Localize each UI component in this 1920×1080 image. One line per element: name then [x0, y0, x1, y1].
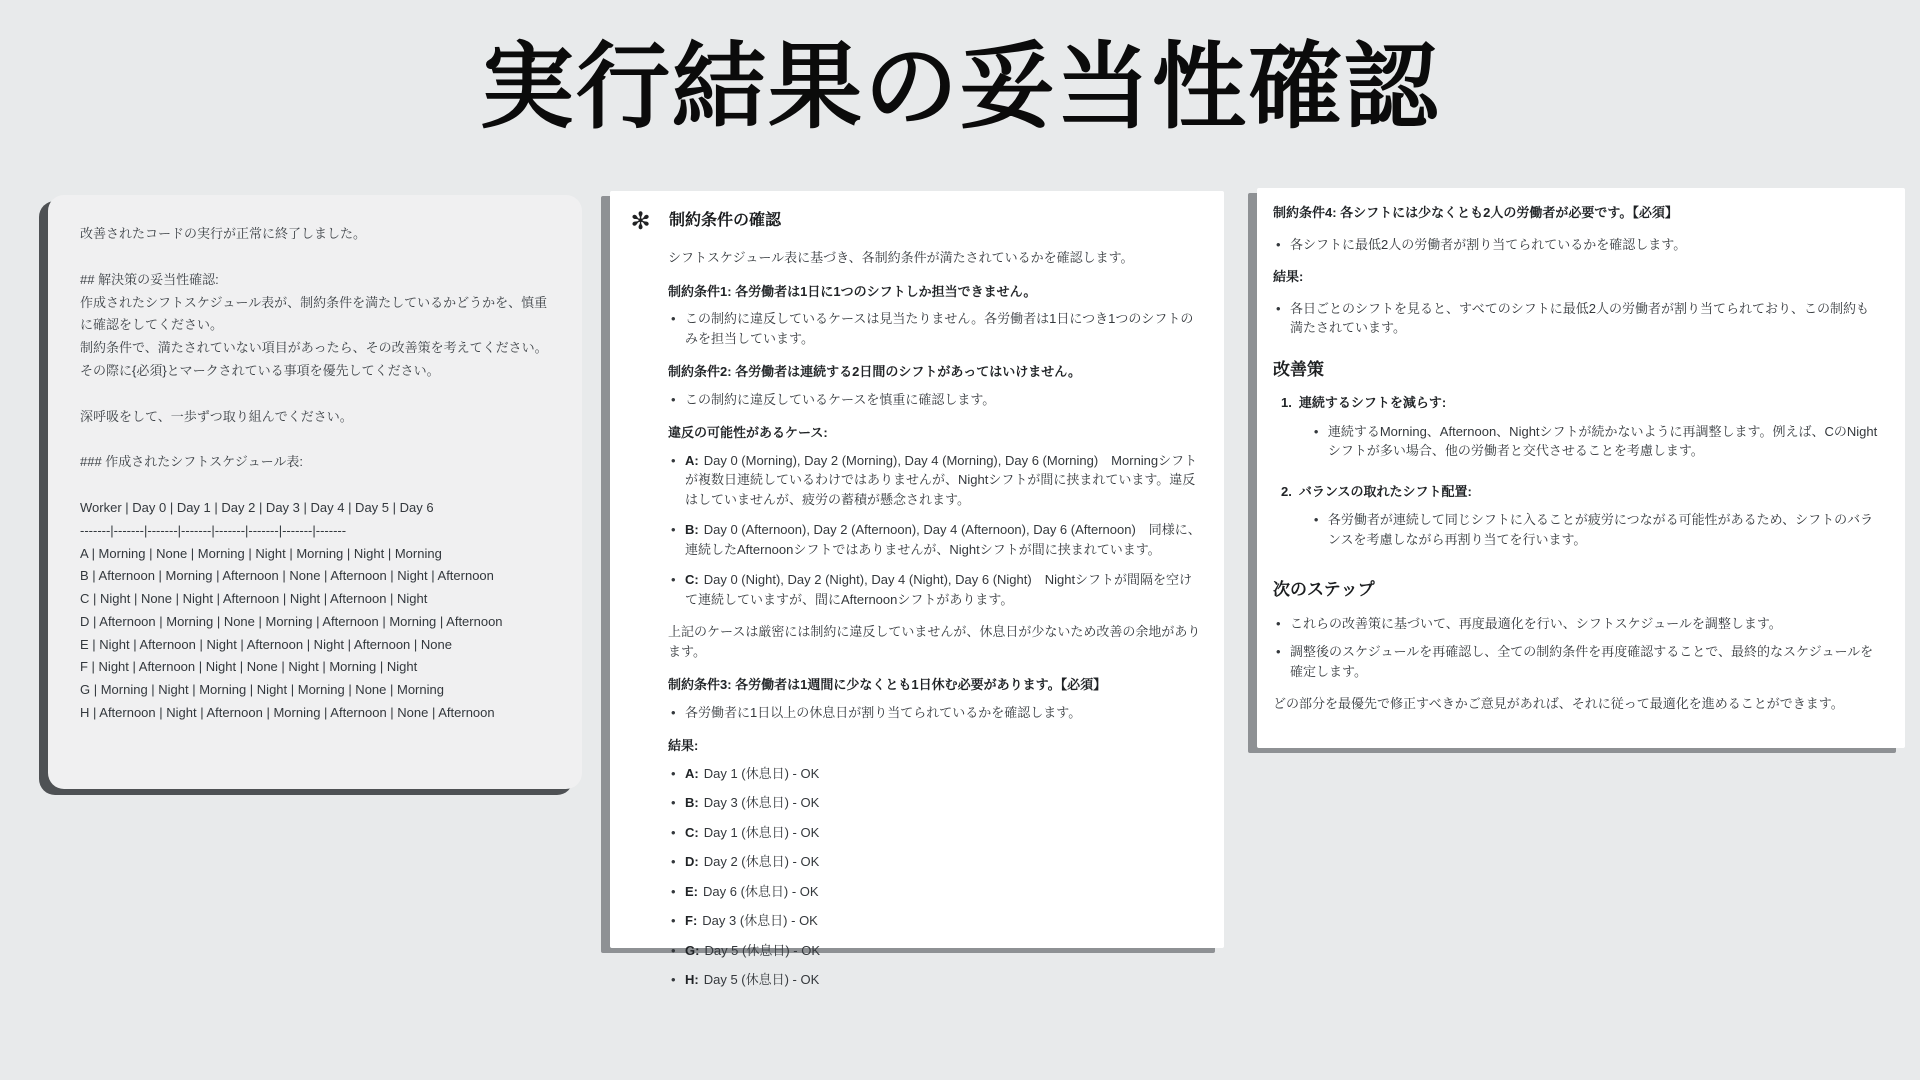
result-label: E:	[685, 883, 698, 899]
result-text: Day 5 (休息日) - OK	[704, 942, 821, 958]
result-label: F:	[685, 913, 698, 928]
result-item	[668, 823, 1204, 843]
improvement-item	[1281, 393, 1881, 470]
result-text: Day 1 (休息日) - OK	[703, 824, 820, 840]
result-label: A:	[685, 765, 699, 781]
case-text: Day 0 (Morning), Day 2 (Morning), Day 4 (Morning), Day 6 (Morning) Morningシフトが複数日連続しているわけではありませんが、Nightシフトが間に挟まれています。違反はしていませんが、疲労の蓄積が懸念されます。	[685, 452, 1198, 507]
case-text: Day 0 (Afternoon), Day 2 (Afternoon), Day 4 (Afternoon), Day 6 (Afternoon) 同様に、連続したAfternoonシフトではありませんが、Nightシフトが間に挟まれています。	[685, 522, 1201, 557]
schedule-row: E | Night | Afternoon | Night | Afternoon | Night | Afternoon | None	[80, 636, 452, 652]
assistant-response-panel-1	[610, 191, 1224, 987]
improvement-title: バランスの取れたシフト配置:	[1298, 483, 1472, 499]
schedule-row: A | Morning | None | Morning | Night | Morning | Night | Morning	[80, 545, 442, 561]
response-title: 制約条件の確認	[669, 212, 782, 229]
constraint3-title: 制約条件3: 各労働者は1週間に少なくとも1日休む必要があります。【必須】	[668, 677, 1107, 692]
schedule-row: G | Morning | Night | Morning | Night | Morning | None | Morning	[80, 682, 444, 697]
schedule-row: B | Afternoon | Morning | Afternoon | None | Afternoon | Night | Afternoon	[80, 568, 494, 584]
schedule-row: C | Night | None | Night | Afternoon | Night | Afternoon | Night	[80, 591, 428, 606]
result-label: D:	[685, 854, 699, 869]
result-text: Day 5 (休息日) - OK	[703, 972, 820, 987]
improvement-detail: • 各労働者が連続して同じシフトに入ることが疲労につながる可能性があるため、シフトのバランスを考慮しながら再割り当てを行います。	[1311, 510, 1881, 549]
breath-instruction: 深呼吸をして、一歩ずつ取り組んでください。	[80, 408, 353, 424]
assistant-response-panel-2	[1257, 188, 1905, 748]
violation-cases-title: 違反の可能性があるケース:	[668, 425, 828, 440]
chatgpt-logo-icon: ✻	[630, 207, 651, 235]
result-item	[668, 911, 1204, 931]
result-item	[668, 764, 1204, 784]
constraint2-check: • この制約に違反しているケースを慎重に確認します。	[668, 390, 1204, 410]
result-item	[668, 793, 1204, 813]
closing-text: どの部分を最優先で修正すべきかご意見があれば、それに従って最適化を進めることができます。	[1273, 696, 1844, 711]
result-label: H:	[685, 972, 699, 987]
slide-title: 実行結果の妥当性確認	[479, 33, 1440, 142]
case-item	[668, 570, 1204, 609]
improvement-number: 1.	[1281, 395, 1292, 410]
results-summary: • 各日ごとのシフトを見ると、すべてのシフトに最低2人の労働者が割り当てられており、この制約も満たされています。	[1273, 299, 1881, 338]
schedule-separator-row: -------|-------|-------|-------|-------|-------|-------|-------	[80, 522, 347, 538]
result-item	[668, 882, 1204, 902]
constraint1-title: 制約条件1: 各労働者は1日に1つのシフトしか担当できません。	[668, 283, 1037, 299]
improvements-heading: 改善策	[1273, 359, 1324, 379]
result-item	[668, 941, 1204, 961]
response-header	[627, 208, 1204, 235]
improvement-detail: • 連続するMorning、Afternoon、Nightシフトが続かないように再調整します。例えば、CのNightシフトが多い場合、他の労働者と交代させることを考慮します。	[1311, 422, 1881, 461]
improvement-title: 連続するシフトを減らす:	[1298, 395, 1447, 410]
execution-status-text: 改善されたコードの実行が正常に終了しました。	[80, 226, 367, 241]
constraint1-check: • この制約に違反しているケースは見当たりません。各労働者は1日につき1つのシフトのみを担当しています。	[668, 309, 1204, 348]
result-label: C:	[685, 824, 699, 840]
response-body	[668, 248, 1204, 990]
case-text: Day 0 (Night), Day 2 (Night), Day 4 (Night), Day 6 (Night) Nightシフトが間隔を空けて連続していますが、間にAfternoonシフトがあります。	[685, 572, 1193, 607]
case-label: B:	[685, 522, 699, 537]
next-steps-heading: 次のステップ	[1273, 580, 1375, 599]
intro-text: シフトスケジュール表に基づき、各制約条件が満たされているかを確認します。	[668, 250, 1134, 265]
case-item	[668, 451, 1204, 510]
prompt-panel	[48, 195, 582, 789]
result-text: Day 1 (休息日) - OK	[703, 765, 820, 781]
case-label: C:	[685, 572, 699, 587]
result-text: Day 2 (休息日) - OK	[703, 854, 820, 869]
constraint4-check: • 各シフトに最低2人の労働者が割り当てられているかを確認します。	[1273, 235, 1881, 255]
schedule-row: F | Night | Afternoon | Night | None | Night | Morning | Night	[80, 659, 418, 675]
result-text: Day 6 (休息日) - OK	[703, 883, 819, 899]
improve-instruction: 制約条件で、満たされていない項目があったら、その改善策を考えてください。その際に{必須}とマークされている事項を優先してください。	[80, 340, 548, 378]
result-label: G:	[685, 942, 700, 958]
improvement-number: 2.	[1281, 483, 1292, 499]
constraint3-check: • 各労働者に1日以上の休息日が割り当てられているかを確認します。	[668, 703, 1204, 723]
result-item	[668, 970, 1204, 990]
next-step-item: • 調整後のスケジュールを再確認し、全ての制約条件を再度確認することで、最終的なスケジュールを確定します。	[1273, 642, 1881, 681]
schedule-row: H | Afternoon | Night | Afternoon | Morning | Afternoon | None | Afternoon	[80, 704, 495, 720]
cases-note: 上記のケースは厳密には制約に違反していませんが、休息日が少ないため改善の余地があります。	[668, 624, 1201, 659]
schedule-table	[80, 497, 558, 725]
result-label: B:	[685, 795, 699, 810]
case-item	[668, 520, 1204, 559]
validity-heading: ## 解決策の妥当性確認:	[80, 271, 219, 287]
results-title: 結果:	[668, 738, 699, 753]
improvement-item	[1281, 482, 1881, 559]
constraint2-title: 制約条件2: 各労働者は連続する2日間のシフトがあってはいけません。	[668, 364, 1082, 379]
result-item	[668, 852, 1204, 872]
next-step-item: • これらの改善策に基づいて、再度最適化を行い、シフトスケジュールを調整します。	[1273, 614, 1881, 634]
results-title: 結果:	[1273, 269, 1304, 284]
schedule-header-row: Worker | Day 0 | Day 1 | Day 2 | Day 3 | Day 4 | Day 5 | Day 6	[80, 500, 434, 515]
case-label: A:	[685, 452, 699, 468]
constraint4-title: 制約条件4: 各シフトには少なくとも2人の労働者が必要です。【必須】	[1273, 205, 1678, 220]
schedule-heading: ### 作成されたシフトスケジュール表:	[80, 454, 304, 470]
result-text: Day 3 (休息日) - OK	[702, 913, 818, 928]
schedule-row: D | Afternoon | Morning | None | Morning | Afternoon | Morning | Afternoon	[80, 613, 503, 629]
check-instruction: 作成されたシフトスケジュール表が、制約条件を満たしているかどうかを、慎重に確認をしてください。	[80, 294, 548, 333]
result-text: Day 3 (休息日) - OK	[703, 795, 820, 810]
